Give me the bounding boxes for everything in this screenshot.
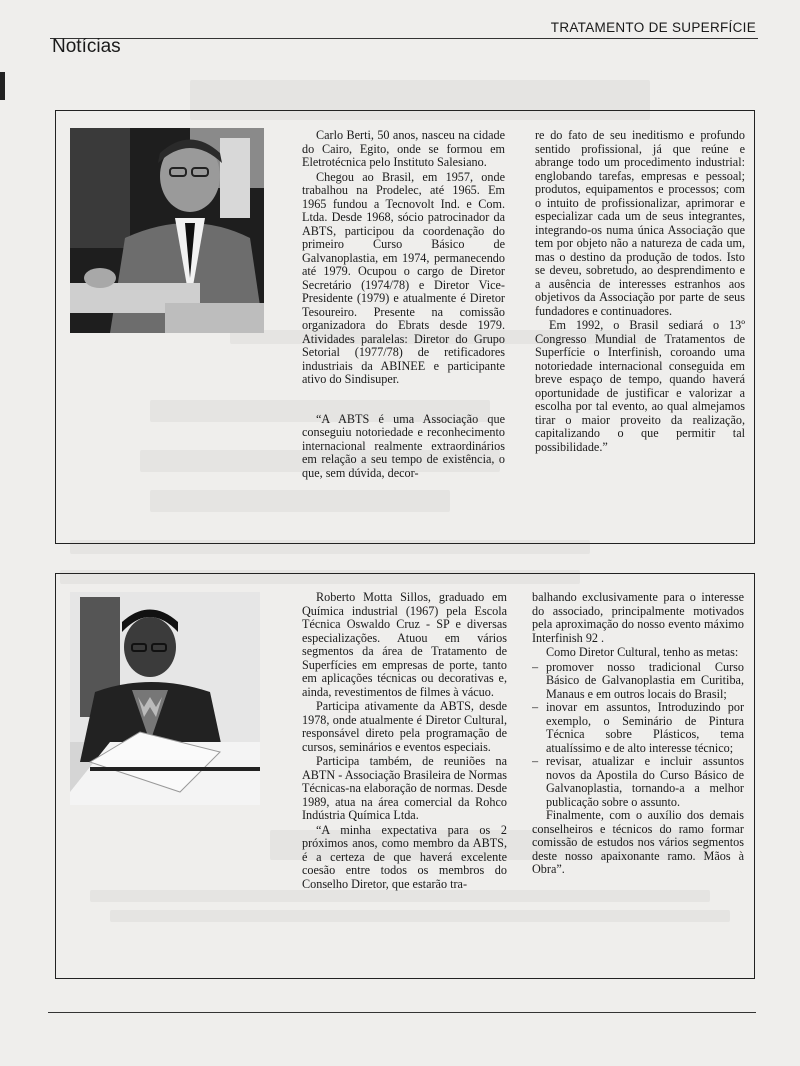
running-title: TRATAMENTO DE SUPERFÍCIE xyxy=(550,20,756,35)
paragraph: Participa também, de reuniões na ABTN - Associação Brasileira de Normas Técnicas-na elaboração de normas. Desde 1989, atua na área comercial da Rohco Indústria Química Ltda. xyxy=(302,754,507,822)
list-item: – inovar em assuntos, Introduzindo por exemplo, o Seminário de Pintura Técnica sobre Plásticos, tema atualíssimo e de alto interesse técnico; xyxy=(532,701,744,755)
profile1-column-1 xyxy=(302,129,505,527)
paragraph: Como Diretor Cultural, tenho as metas: xyxy=(546,645,739,659)
paragraph: “A minha expectativa para os 2 próximos anos, como membro da ABTS, é a certeza de que haverá excelente coesão entre todos os membros do Conselho Diretor, que estarão tra- xyxy=(302,822,507,891)
binding-mark xyxy=(0,72,5,100)
paragraph: Participa ativamente da ABTS, desde 1978, onde atualmente é Diretor Cultural, responsável direto pela programação de cursos, seminários e eventos especiais. xyxy=(302,699,507,754)
paragraph: Em 1992, o Brasil sediará o 13º Congresso Mundial de Tratamentos de Superfície o Interfinish, coroando uma notoriedade internacional conseguida em breve espaço de tempo, quando haverá oportunidade de justificar e valorizar a escolha por tal evento, ao qual almejamos tirar o maior proveito da realização, capitalizando o que permitir tal possibilidade.” xyxy=(535,318,745,454)
paragraph: re do fato de seu ineditismo e profundo sentido profissional, já que reúne e abrange todo um procedimento industrial: englobando tarefas, empresas e pessoal; produtos, equipamentos e processos; com o intuito de profissionalizar, aprimorar e especializar cada um de seus integrantes, integrando-os numa única Associação que tem por objeto não a natureza de cada um, mas o destino da produção de todos. Isto se deveu, sobretudo, ao desprendimento e a ausência de interesses estranhos aos objetivos da Associação por parte de seus fundadores e continuadores. xyxy=(535,129,745,318)
paragraph: Roberto Motta Sillos, graduado em Química industrial (1967) pela Escola Técnica Oswaldo Cruz - SP e diversas especializações. Atuou em vários segmentos da área de Tratamento de Superfícies em empresas de porte, tanto em aplicações técnicas ou decorativas e, ainda, revestimentos de filmes à vácuo. xyxy=(302,591,507,699)
profile2-column-1 xyxy=(302,591,507,971)
paragraph: Carlo Berti, 50 anos, nasceu na cidade do Cairo, Egito, onde se formou em Eletrotécnica pelo Instituto Salesiano. xyxy=(302,129,505,169)
portrait-photo-icon xyxy=(70,592,260,805)
top-rule xyxy=(50,38,758,39)
goals-list xyxy=(532,661,744,810)
profile1-column-2 xyxy=(535,129,745,527)
list-item: – promover nosso tradicional Curso Básico de Galvanoplastia em Curitiba, Manaus e em outros locais do Brasil; xyxy=(532,661,744,702)
paragraph: “A ABTS é uma Associação que conseguiu notoriedade e reconhecimento internacional realmente extraordinários em relação a seu tempo de existência, o que, sem dúvida, decor- xyxy=(302,411,505,480)
paragraph: balhando exclusivamente para o interesse do associado, principalmente motivados pela aproximação do nosso evento máximo Interfinish 92 . xyxy=(532,591,744,645)
paragraph: Chegou ao Brasil, em 1957, onde trabalhou na Prodelec, até 1965. Em 1965 fundou a Tecnovolt Ind. e Com. Ltda. Desde 1968, sócio patrocinador da ABTS, participou da coordenação do primeiro Curso Básico de Galvanoplastia, em 1974, permanecendo até 1979. Ocupou o cargo de Diretor Secretário (1974/78) e Diretor Vice-Presidente (1979) e atualmente é Diretor Tesoureiro. Presente na comissão organizadora do Ebrats desde 1979. Atividades paralelas: Diretor do Grupo Setorial (1977/78) de retificadores industriais da ABINEE e participante ativo do Sindisuper. xyxy=(302,169,505,386)
paragraph: Finalmente, com o auxílio dos demais conselheiros e técnicos do ramo formar comissão de estudos nos vários segmentos deste nosso apaixonante ramo. Mãos à Obra”. xyxy=(532,808,744,876)
portrait-photo-icon xyxy=(70,128,264,333)
bottom-rule xyxy=(48,1012,756,1013)
portrait-photo-roberto-sillos xyxy=(70,592,260,805)
section-title: Notícias xyxy=(52,36,121,57)
portrait-photo-carlo-berti xyxy=(70,128,264,333)
list-item: – revisar, atualizar e incluir assuntos novos da Apostila do Curso Básico de Galvanoplastia, tornando-a a melhor publicação sobre o assunto. xyxy=(532,755,744,809)
profile2-column-2 xyxy=(532,591,744,971)
